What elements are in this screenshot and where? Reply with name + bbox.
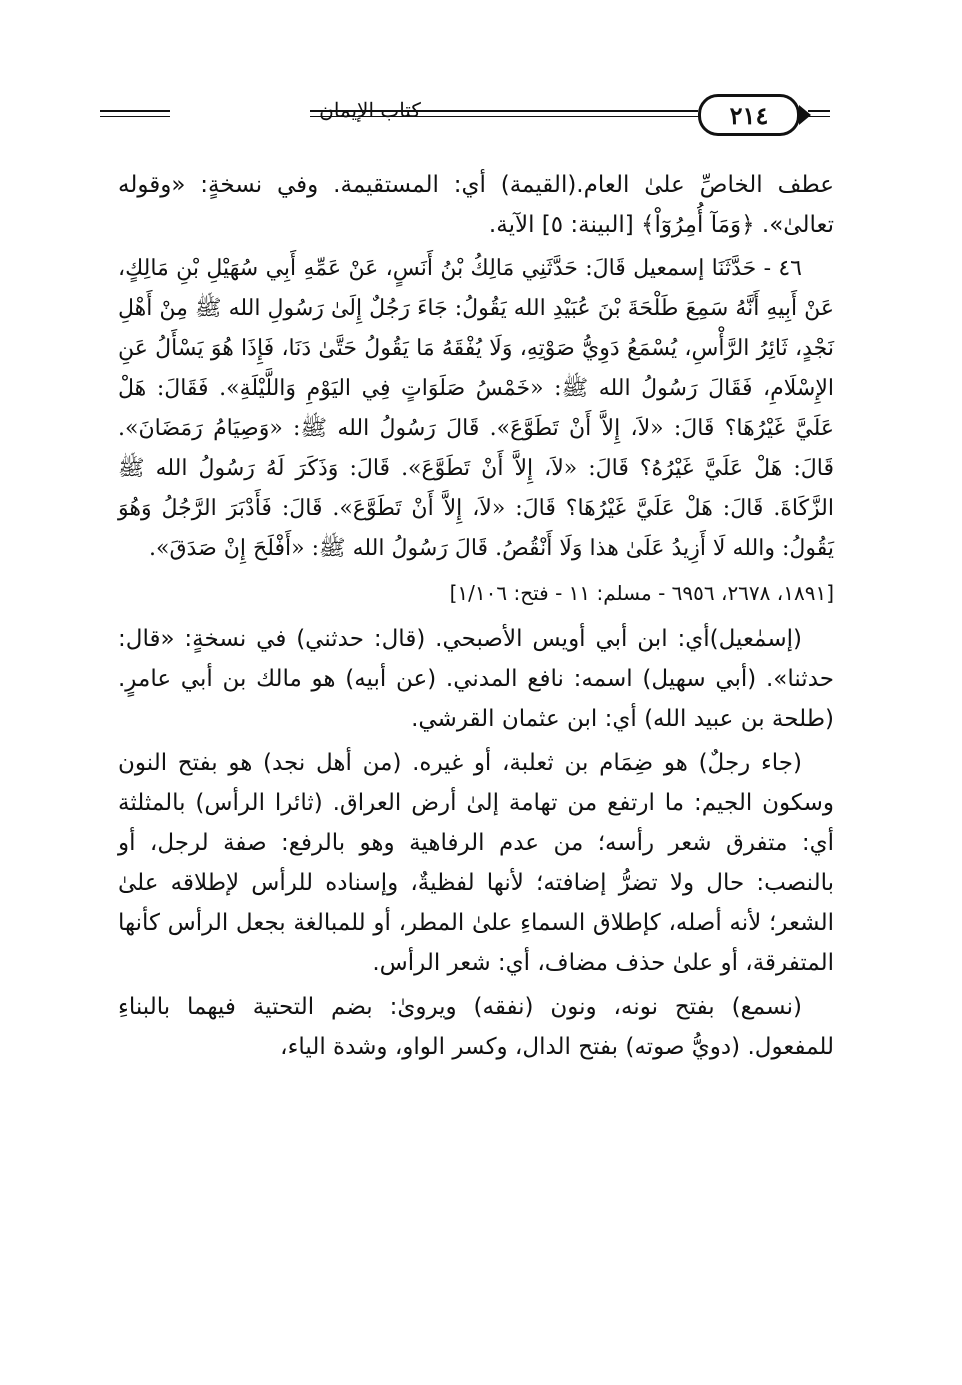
header-rule-left-top	[100, 110, 170, 112]
hadith-text: ٤٦ - حَدَّثَنَا إسمعيل قَالَ: حَدَّثَنِي مَالِكُ بْنُ أَنَسٍ، عَنْ عَمِّهِ أَبِي سُهَيْلِ بْنِ مَالِكٍ، عَنْ أَبِيهِ أَنَّهُ سَمِعَ طَلْحَةَ بْنَ عُبَيْدِ الله يَقُولُ: جَاءَ رَجُلٌ إِلَىٰ رَسُولِ الله ﷺ مِنْ أَهْلِ نَجْدٍ، ثَائِرُ الرَّأْسِ، يُسْمَعُ دَوِيُّ صَوْتِهِ، وَلَا يُفْقَهُ مَا يَقُولُ حَتَّىٰ دَنَا، فَإِذَا هُوَ يَسْأَلُ عَنِ الإِسْلَامِ، فَقَالَ رَسُولُ الله ﷺ: «خَمْسُ صَلَوَاتٍ فِي اليَوْمِ وَاللَّيْلَةِ». فَقَالَ: هَلْ عَلَيَّ غَيْرُهَا؟ قَالَ: «لاَ، إِلاَّ أَنْ تَطَوَّعَ». قَالَ رَسُولُ الله ﷺ: «وَصِيَامُ رَمَضَانَ». قَالَ: هَلْ عَلَيَّ غَيْرُهُ؟ قَالَ: «لاَ، إِلاَّ أَنْ تَطَوَّعَ». قَالَ: وَذَكَرَ لَهُ رَسُولُ الله ﷺ الزَّكَاةَ. قَالَ: هَلْ عَلَيَّ غَيْرُهَا؟ قَالَ: «لاَ، إِلاَّ أَنْ تَطَوَّعَ». قَالَ: فَأَدْبَرَ الرَّجُلُ وَهُوَ يَقُولُ: والله لَا أَزِيدُ عَلَىٰ هذا وَلَا أَنْقُصُ. قَالَ رَسُولُ الله ﷺ: «أَفْلَحَ إِنْ صَدَقَ».	[118, 256, 834, 561]
page-body	[118, 165, 834, 1071]
commentary-paragraph-intro: عطف الخاصِّ علىٰ العام.(القيمة) أي: المستقيمة. وفي نسخةٍ: «وقوله تعالىٰ». ﴿وَمَآ أُمِرُوٓاْ﴾ [البينة: ٥] الآية.	[118, 172, 834, 238]
header-rule-middle-bottom	[310, 116, 698, 117]
header-rule-right-bottom	[808, 116, 830, 117]
hadith-reference: [١٨٩١، ٢٦٧٨، ٦٩٥٦ - مسلم: ١١ - فتح: ١/١٠٦]	[449, 581, 834, 605]
commentary-paragraph-narrators: (إسمٰعيل)أي: ابن أبي أويس الأصبحي. (قال: حدثني) في نسخةٍ: «قال: حدثنا». (أبي سهيل) اسمه: نافع المدني. (عن أبيه) هو مالك بن أبي عامرٍ. (طلحة بن عبيد الله) أي: ابن عثمان القرشي.	[118, 626, 834, 732]
header-rule-middle-top	[310, 110, 698, 112]
page-number: ٢١٤	[698, 94, 800, 136]
header-rule-right-top	[808, 110, 830, 112]
commentary-paragraph-hearing: (نسمع) بفتح نونه، ونون (نفقه) ويروىٰ: بضم التحتية فيهما بالبناءِ للمفعول. (دويُّ صوته) بفتح الدال، وكسر الواو، وشدة الياء،	[118, 994, 834, 1060]
page-header	[100, 92, 830, 138]
commentary-paragraph-man: (جاء رجلٌ) هو ضِمَام بن ثعلبة، أو غيره. (من أهل نجد) هو بفتح النون وسكون الجيم: ما ارتفع من تهامة إلىٰ أرض العراق. (ثائرا الرأس) بالمثلثة أي: متفرق شعر رأسه؛ من عدم الرفاهية وهو بالرفع: صفة لرجل، أو بالنصب: حال ولا تضرُّ إضافته؛ لأنها لفظيةٌ، وإسناده للرأس لإطلاقه علىٰ الشعر؛ لأنه أصله، كإطلاق السماءِ علىٰ المطر، أو للمبالغة بجعل الرأس كأنها المتفرقة، أو علىٰ حذف مضاف، أي: شعر الرأس.	[118, 750, 834, 976]
book-title: كتاب الإيمان	[319, 98, 421, 122]
header-rule-left-bottom	[100, 116, 170, 117]
